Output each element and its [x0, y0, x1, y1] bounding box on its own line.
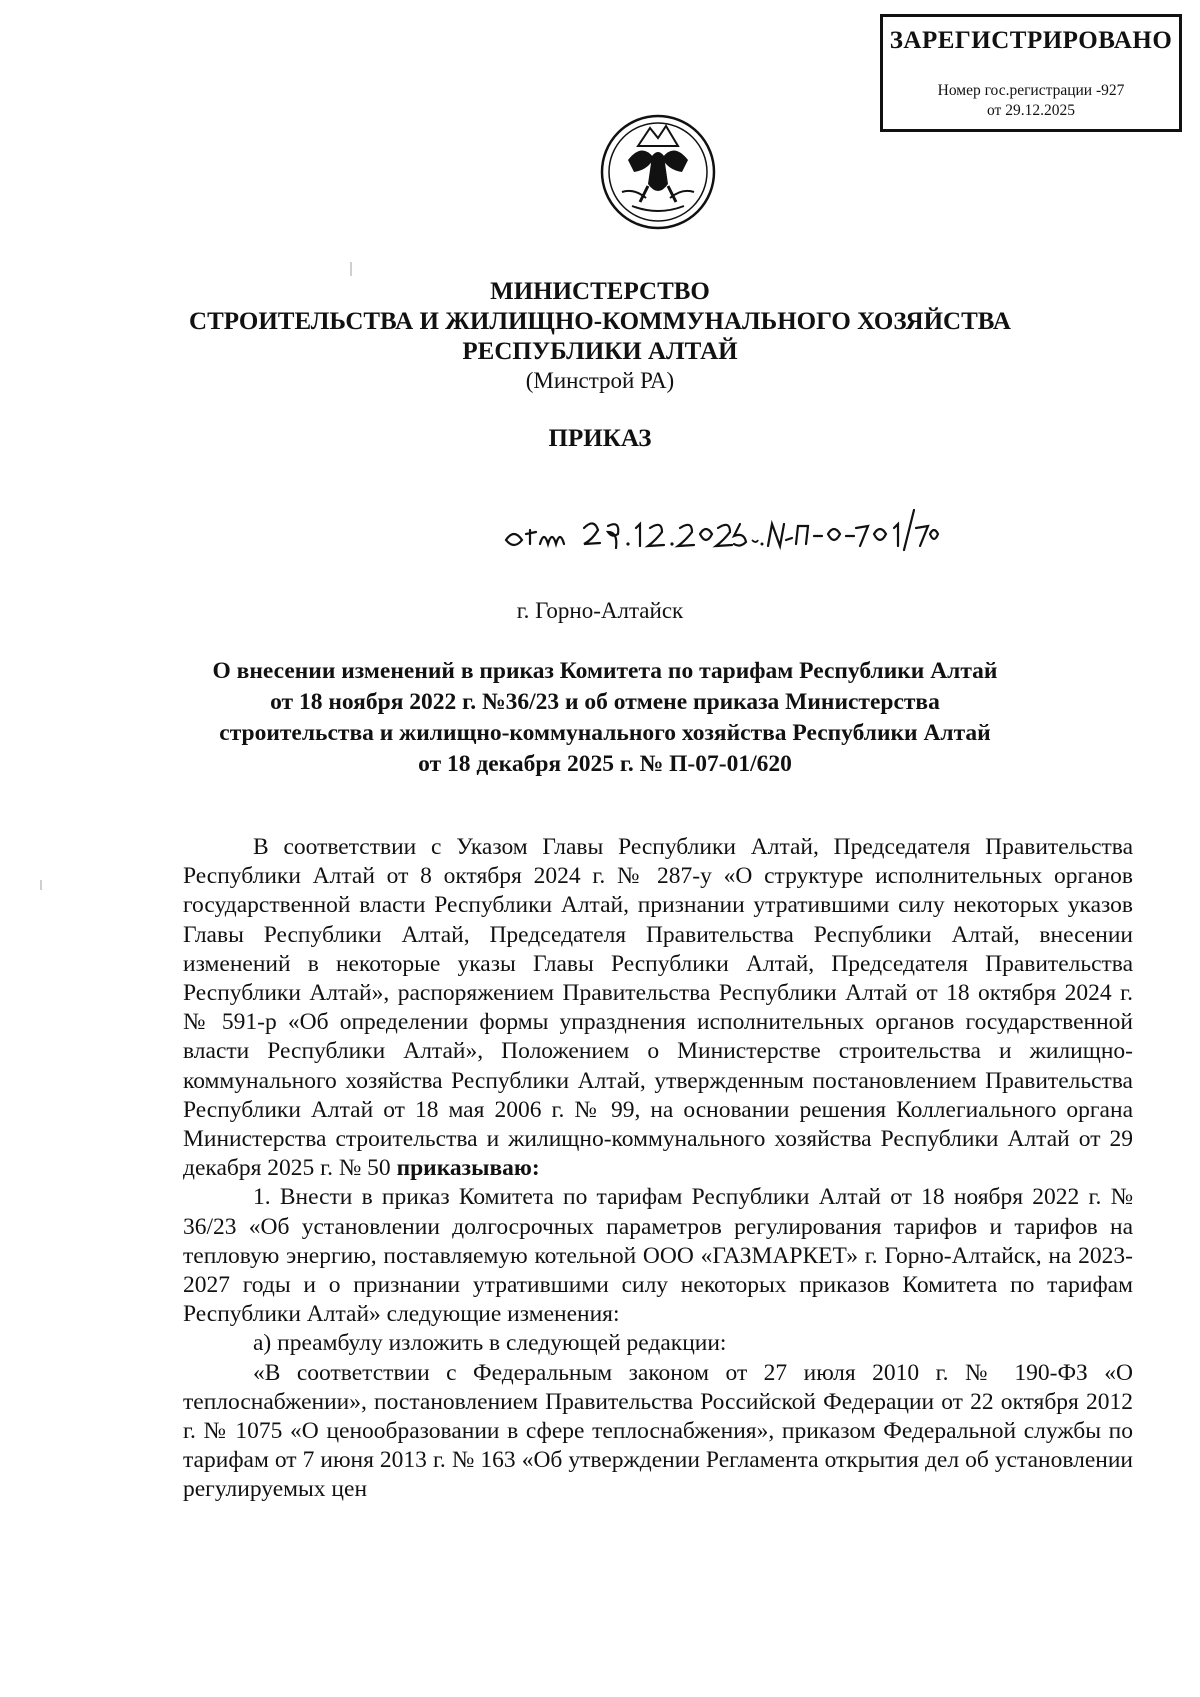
directive-word: приказываю: — [396, 1155, 540, 1182]
preamble-paragraph — [183, 833, 1133, 1183]
ministry-line-1: МИНИСТЕРСТВО — [490, 278, 710, 305]
stamp-reg-date: от 29.12.2025 — [987, 102, 1075, 119]
order-title: ПРИКАЗ — [548, 425, 652, 452]
city: г. Горно-Алтайск — [516, 598, 684, 623]
item-1a-paragraph: а) преамбулу изложить в следующей редакции: — [253, 1330, 727, 1357]
registration-stamp — [880, 14, 1182, 132]
ministry-name — [0, 277, 1200, 367]
subject-line-2: от 18 ноября 2022 г. №36/23 и об отмене приказа Министерства — [270, 689, 940, 715]
subject-line-1: О внесении изменений в приказ Комитета по тарифам Республики Алтай — [212, 658, 998, 684]
subject-line-3: строительства и жилищно-коммунального хозяйства Республики Алтай — [219, 720, 991, 746]
subject-line-4: от 18 декабря 2025 г. № П-07-01/620 — [418, 751, 792, 777]
item-1-paragraph: 1. Внести в приказ Комитета по тарифам Республики Алтай от 18 ноября 2022 г. № 36/23 «Об установлении долгосрочных параметров регулирования тарифов и тарифов на тепловую энергию, поставляемую котельной ООО «ГАЗМАРКЕТ» г. Горно-Алтайск, на 2023-2027 годы и о признании утратившими силу некоторых приказов Комитета по тарифам Республики Алтай» следующие изменения: — [183, 1184, 1133, 1328]
ministry-short-name: (Минстрой РА) — [525, 368, 675, 393]
quoted-preamble-paragraph: «В соответствии с Федеральным законом от 27 июля 2010 г. № 190-ФЗ «О теплоснабжении», постановлением Правительства Российской Федерации от 22 октября 2012 г. № 1075 «О ценообразовании в сфере теплоснабжения», приказом Федеральной службы по тарифам от 7 июня 2013 г. № 163 «Об утверждении Регламента открытия дел об установлении регулируемых цен — [183, 1359, 1133, 1503]
handwritten-date-number — [500, 500, 940, 560]
scan-artifact — [350, 262, 352, 276]
scan-artifact — [40, 880, 42, 890]
stamp-title: ЗАРЕГИСТРИРОВАНО — [889, 27, 1173, 54]
ministry-line-2: СТРОИТЕЛЬСТВА И ЖИЛИЩНО-КОММУНАЛЬНОГО ХОЗЯЙСТВА — [189, 308, 1011, 335]
preamble-text: В соответствии с Указом Главы Республики Алтай, Председателя Правительства Республики Алтай от 8 октября 2024 г. № 287-у «О структуре исполнительных органов государственной власти Республики Алтай, признании утратившими силу некоторых указов Главы Республики Алтай, Председателя Правительства Республики Алтай, внесении изменений в некоторые указы Главы Республики Алтай, Председателя Правительства Республики Алтай», распоряжением Правительства Республики Алтай от 18 октября 2024 г. № 591-р «Об определении формы упразднения исполнительных органов государственной власти Республики Алтай», Положением о Министерстве строительства и жилищно-коммунального хозяйства Республики Алтай, утвержденным постановлением Правительства Республики Алтай от 18 мая 2006 г. № 99, на основании решения Коллегиального органа Министерства строительства и жилищно-коммунального хозяйства Республики Алтай от 29 декабря 2025 г. № 50 — [183, 834, 1133, 1182]
stamp-reg-number: Номер гос.регистрации -927 — [937, 82, 1125, 99]
order-subject — [160, 656, 1050, 780]
ministry-line-3: РЕСПУБЛИКИ АЛТАЙ — [462, 338, 738, 365]
order-body — [183, 833, 1133, 1505]
altai-republic-coat-of-arms-icon — [598, 112, 718, 232]
